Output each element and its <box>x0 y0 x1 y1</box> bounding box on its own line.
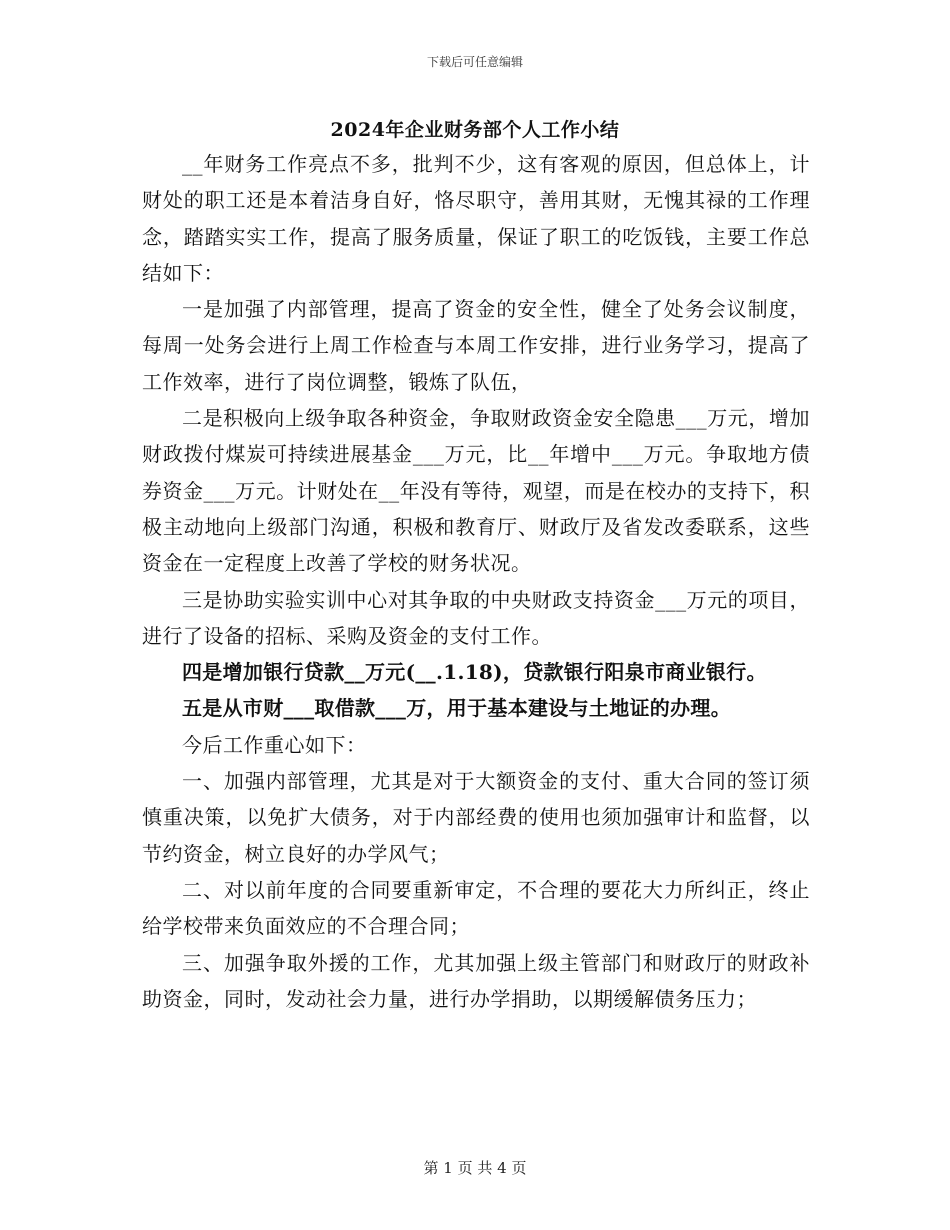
paragraph-item-1: 一是加强了内部管理，提高了资金的安全性，健全了处务会议制度，每周一处务会进行上周工作检查与本周工作安排，进行业务学习，提高了工作效率，进行了岗位调整，锻炼了队伍， <box>142 297 810 394</box>
paragraph-future-1: 一、加强内部管理，尤其是对于大额资金的支付、重大合同的签订须慎重决策，以免扩大债务，对于内部经费的使用也须加强审计和监督，以节约资金，树立良好的办学风气； <box>142 769 810 866</box>
header-note: 下载后可任意编辑 <box>426 55 523 69</box>
paragraph-intro: __年财务工作亮点不多，批判不少，这有客观的原因，但总体上，计财处的职工还是本着洁身自好，恪尽职守，善用其财，无愧其禄的工作理念，踏踏实实工作，提高了服务质量，保证了职工的吃饭钱，主要工作总结如下： <box>142 152 810 285</box>
paragraph-item-4: 四是增加银行贷款__万元(__.1.18)，贷款银行阳泉市商业银行。 <box>182 660 767 685</box>
paragraph-future-2: 二、对以前年度的合同要重新审定，不合理的要花大力所纠正，终止给学校带来负面效应的不合理合同； <box>142 877 810 939</box>
page-indicator: 第 1 页 共 4 页 <box>423 1159 527 1177</box>
document-body <box>142 146 810 1017</box>
paragraph-future-3: 三、加强争取外援的工作，尤其加强上级主管部门和财政厅的财政补助资金，同时，发动社会力量，进行办学捐助，以期缓解债务压力； <box>142 950 810 1011</box>
document-title: 2024年企业财务部个人工作小结 <box>330 119 620 141</box>
paragraph-item-2: 二是积极向上级争取各种资金，争取财政资金安全隐患___万元，增加财政拨付煤炭可持续进展基金___万元，比__年增中___万元。争取地方债券资金___万元。计财处在__年没有等待，观望，而是在校办的支持下，积极主动地向上级部门沟通，积极和教育厅、财政厅及省发改委联系，这些资金在一定程度上改善了学校的财务状况。 <box>142 406 810 576</box>
paragraph-item-5: 五是从市财___取借款___万，用于基本建设与土地证的办理。 <box>182 696 731 721</box>
paragraph-item-3: 三是协助实验实训中心对其争取的中央财政支持资金___万元的项目，进行了设备的招标、采购及资金的支付工作。 <box>142 587 810 648</box>
paragraph-future-heading: 今后工作重心如下： <box>182 732 367 757</box>
